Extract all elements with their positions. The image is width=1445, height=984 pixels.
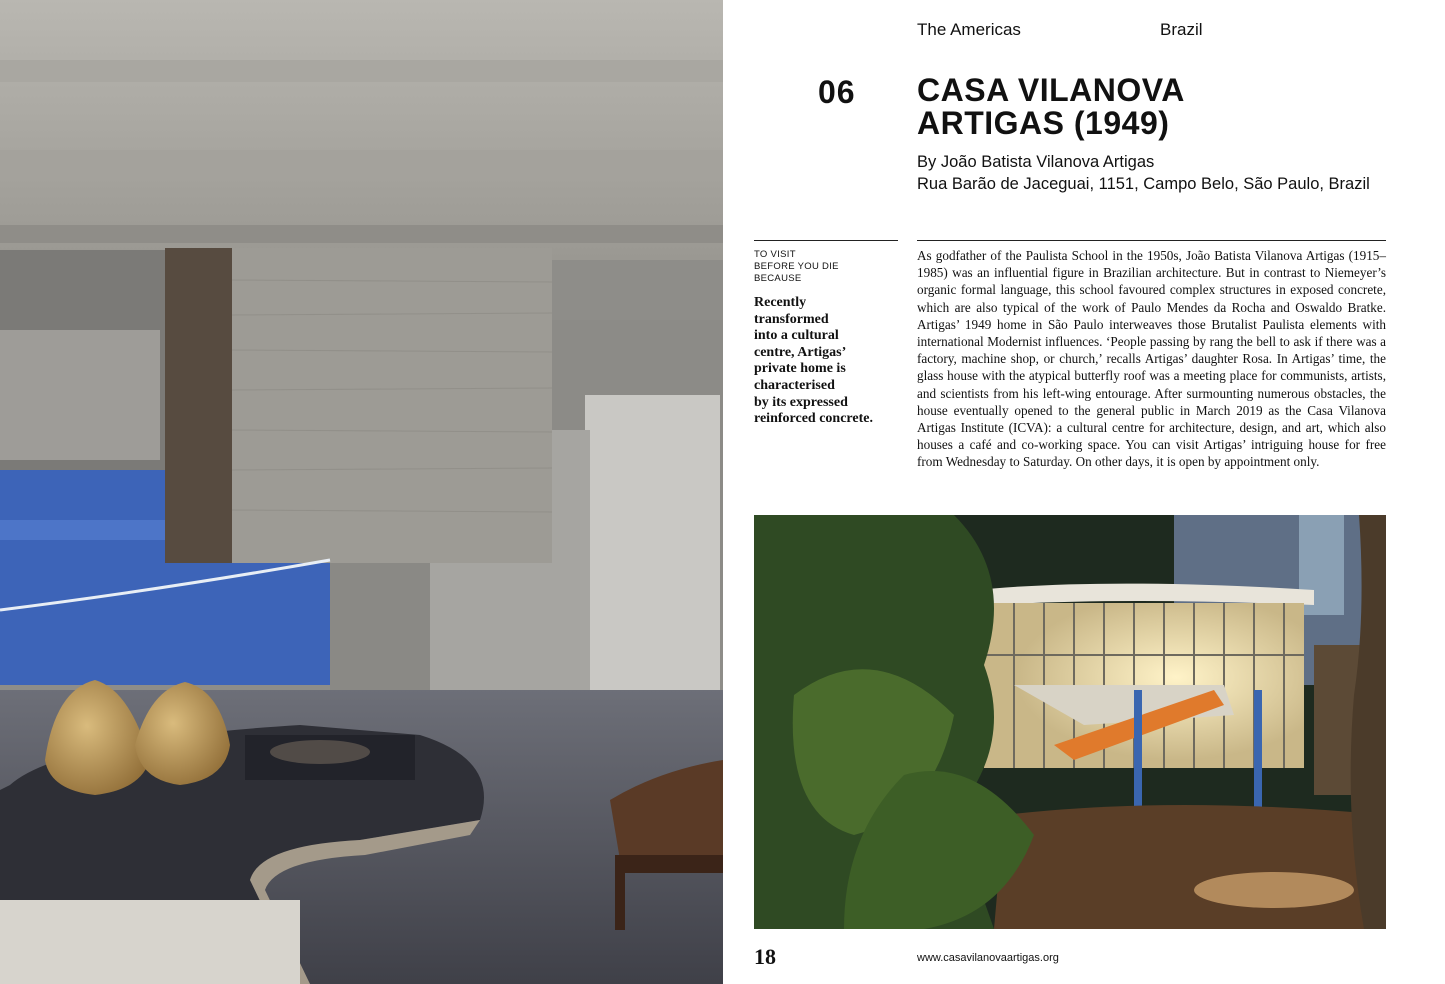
website-link[interactable]: www.casavilanovaartigas.org bbox=[917, 952, 1059, 964]
page-number: 18 bbox=[754, 944, 776, 969]
body-text: As godfather of the Paulista School in the 1950s, João Batista Vilanova Artigas (1915–1985) was an influential figure in Brazilian architecture. But in contrast to Niemeyer’s organic formal language, this school favoured complex structures in exposed concrete, which are also typical of the work of Paulo Mendes da Rocha and Oswaldo Bratke. Artigas’ 1949 home in São Paulo interweaves those Brutalist Paulista elements with international Modernist influences. ‘People passing by rang the bell to ask if there was a factory, machine shop, or church,’ recalls Artigas’ daughter Rosa. In Artigas’ time, the glass house with the atypical butterfly roof was a meeting place for communists, artists, and scientists from his left-wing entourage. After surmounting numerous obstacles, the house eventually opened to the general public in March 2019 as the Casa Vilanova Artigas Institute (ICVA): a cultural centre for architecture, design, and art, which also houses a café and co-working space. You can visit Artigas’ intriguing house for free from Wednesday to Saturday. On other days, it is open by appointment only. bbox=[917, 248, 1386, 470]
reason-line: characterised bbox=[754, 377, 835, 393]
entry-number: 06 bbox=[818, 74, 856, 110]
exterior-photo bbox=[754, 515, 1386, 929]
running-head-country: Brazil bbox=[1160, 20, 1203, 39]
reason-line: by its expressed bbox=[754, 394, 848, 410]
entry-title bbox=[917, 74, 1185, 140]
reason-line: reinforced concrete. bbox=[754, 411, 873, 427]
address: Rua Barão de Jaceguai, 1151, Campo Belo, São Paulo, Brazil bbox=[917, 175, 1370, 193]
title-line-1: CASA VILANOVA bbox=[917, 72, 1185, 108]
kicker-line: BECAUSE bbox=[754, 273, 802, 284]
sidebar-divider bbox=[754, 240, 898, 241]
reason-line: centre, Artigas’ bbox=[754, 344, 847, 360]
kicker-line: TO VISIT bbox=[754, 249, 796, 260]
reason-line: into a cultural bbox=[754, 328, 839, 344]
architect-credit: By João Batista Vilanova Artigas bbox=[917, 153, 1155, 171]
body-divider bbox=[917, 240, 1386, 241]
visit-reason bbox=[754, 295, 899, 428]
kicker-line: BEFORE YOU DIE bbox=[754, 261, 839, 272]
reason-line: private home is bbox=[754, 361, 846, 377]
title-line-2: ARTIGAS (1949) bbox=[917, 105, 1170, 141]
reason-line: transformed bbox=[754, 311, 829, 327]
reason-line: Recently bbox=[754, 295, 807, 310]
visit-kicker bbox=[754, 249, 839, 285]
running-head-region: The Americas bbox=[917, 20, 1021, 39]
